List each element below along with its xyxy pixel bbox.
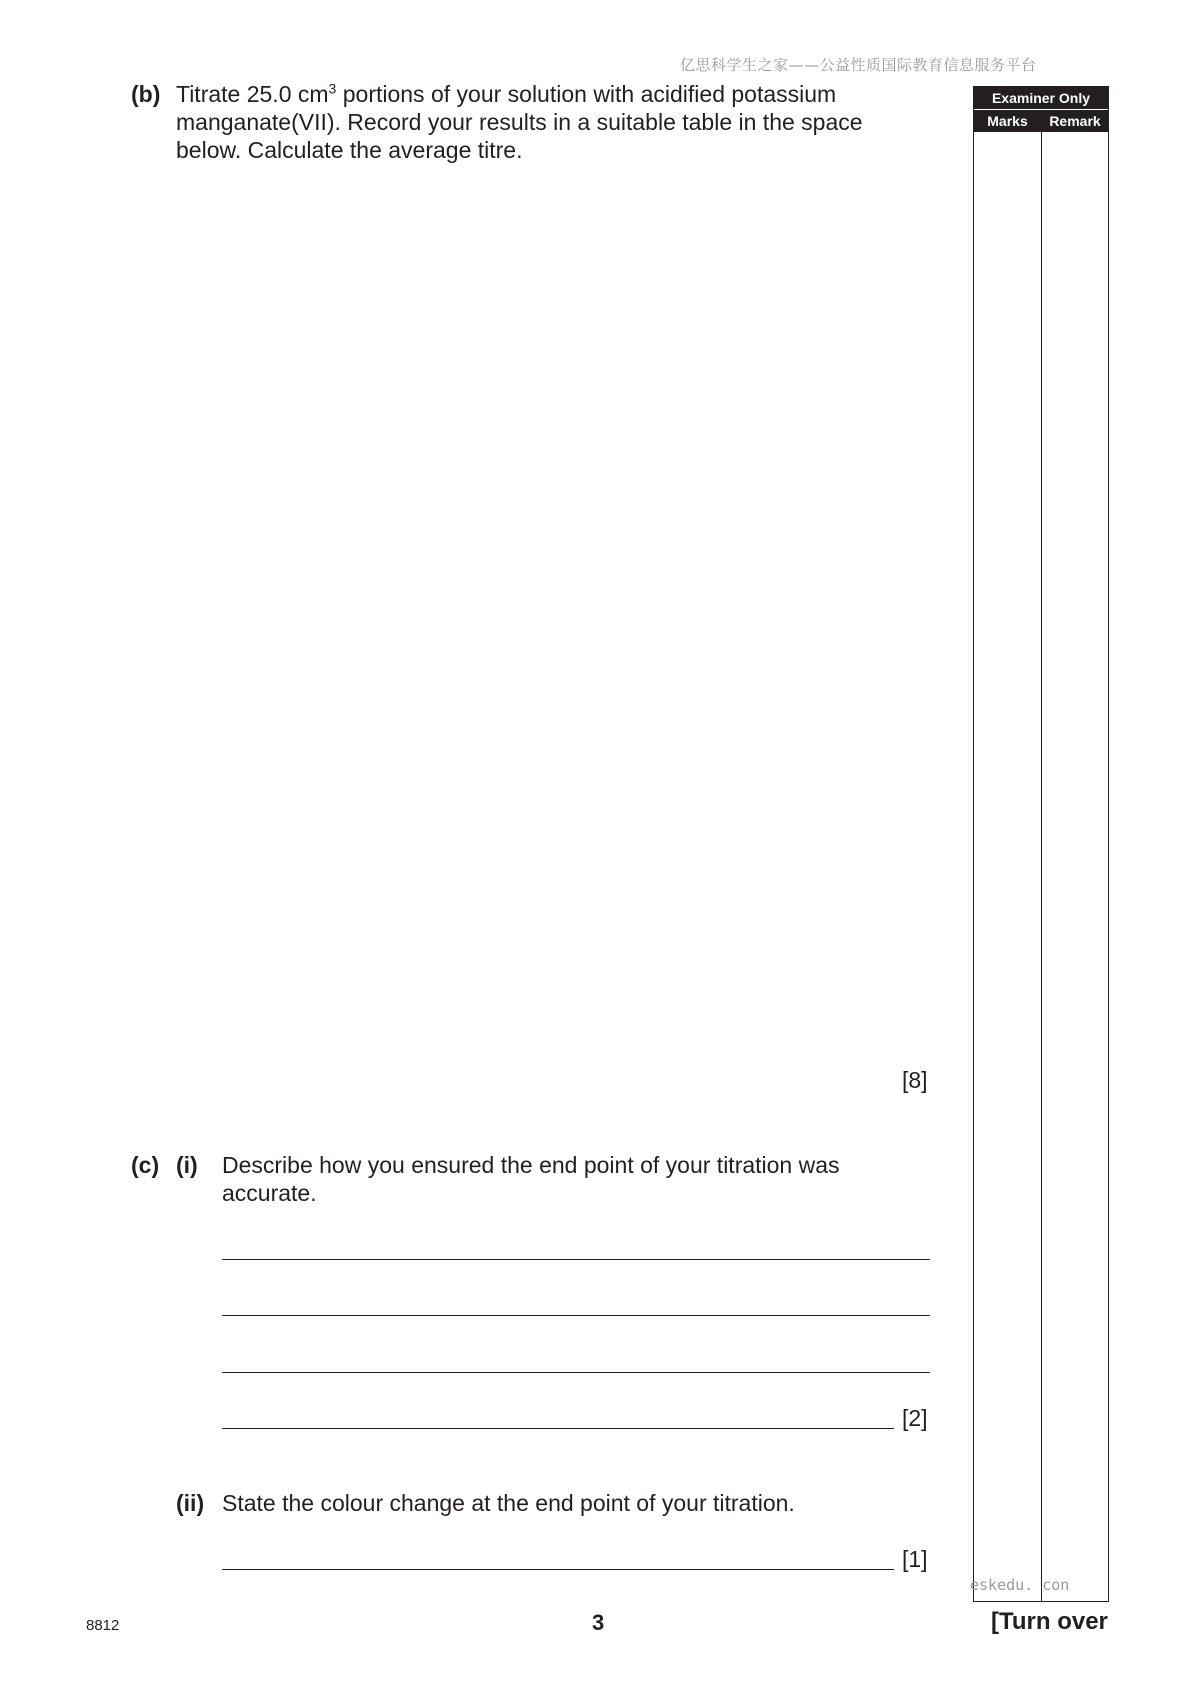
- answer-line-c-ii-1[interactable]: [222, 1569, 894, 1570]
- paper-code: 8812: [86, 1617, 120, 1634]
- watermark-footer: eskedu. con: [970, 1576, 1070, 1594]
- watermark-header: 亿思科学生之家——公益性质国际教育信息服务平台: [680, 56, 1037, 74]
- examiner-remark-header: Remark: [1042, 110, 1108, 132]
- answer-line-c-i-1[interactable]: [222, 1259, 930, 1260]
- part-b-line-1-prefix: Titrate 25.0 cm: [176, 81, 329, 107]
- answer-line-c-i-2[interactable]: [222, 1315, 930, 1316]
- answer-line-c-i-3[interactable]: [222, 1372, 930, 1373]
- turn-over-label: [Turn over: [991, 1608, 1108, 1635]
- part-b-line-1-rest: portions of your solution with acidified potassium: [342, 81, 837, 107]
- part-c-label: (c): [131, 1152, 160, 1178]
- part-c-ii-marks: [1]: [902, 1546, 928, 1572]
- part-c-i-marks: [2]: [902, 1405, 928, 1431]
- part-c-i-label: (i): [176, 1152, 198, 1178]
- cubed-superscript: 3: [328, 80, 337, 97]
- examiner-marks-cell[interactable]: [974, 132, 1041, 1601]
- examiner-only-column: [973, 86, 1109, 1602]
- part-c-ii-text: State the colour change at the end point of your titration.: [222, 1490, 795, 1516]
- examiner-marks-header: Marks: [974, 110, 1041, 132]
- examiner-only-header: Examiner Only: [974, 87, 1108, 109]
- part-b-marks: [8]: [902, 1067, 928, 1093]
- part-b-label: (b): [131, 81, 161, 107]
- answer-line-c-i-4[interactable]: [222, 1428, 894, 1429]
- part-b-line-3: below. Calculate the average titre.: [176, 137, 523, 163]
- page-number: 3: [592, 1610, 605, 1635]
- part-c-i-line-2: accurate.: [222, 1180, 317, 1206]
- part-b-line-1: [176, 80, 836, 108]
- examiner-remark-cell[interactable]: [1042, 132, 1108, 1601]
- part-c-ii-label: (ii): [176, 1490, 205, 1516]
- part-c-i-line-1: Describe how you ensured the end point of your titration was: [222, 1152, 840, 1178]
- answer-space-b[interactable]: [176, 175, 926, 1035]
- part-b-line-2: manganate(VII). Record your results in a suitable table in the space: [176, 109, 863, 135]
